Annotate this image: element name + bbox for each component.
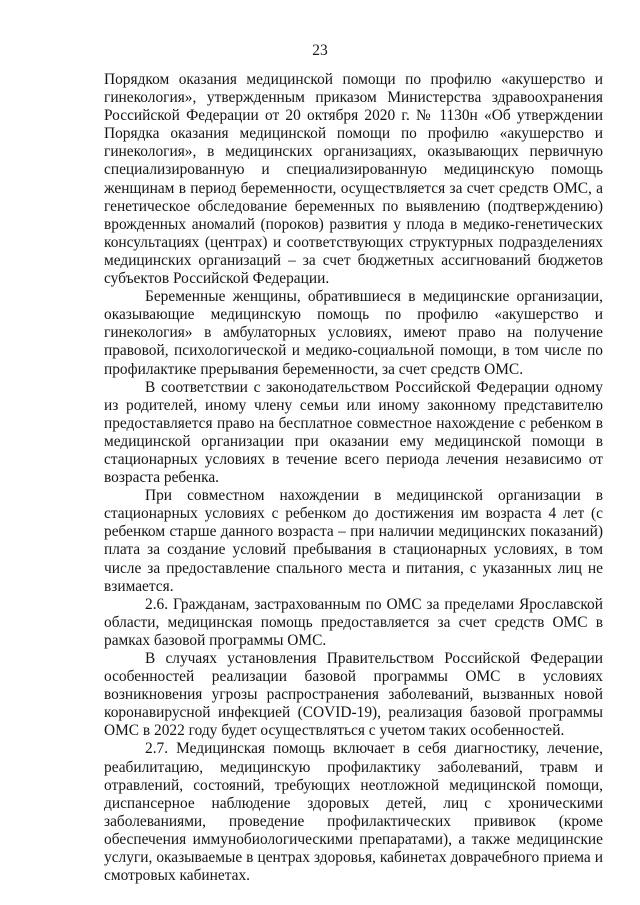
paragraph-4: При совместном нахождении в медицинской организации в стационарных условиях с ребенком до достижения им возраста 4 лет (с ребенком старше данного возраста – при наличии медицинских показаний) плата за создание условий пребывания в стационарных условиях, в том числе за предоставление спального места и питания, с указанных лиц не взимается. [104, 487, 603, 595]
paragraph-5: 2.6. Гражданам, застрахованным по ОМС за пределами Ярославской области, медицинская помощь предоставляется за счет средств ОМС в рамках базовой программы ОМС. [104, 595, 603, 649]
paragraph-3: В соответствии с законодательством Российской Федерации одному из родителей, иному члену семьи или иному законному представителю предоставляется право на бесплатное совместное нахождение с ребенком в медицинской организации при оказании ему медицинской помощи в стационарных условиях в течение всего периода лечения независимо от возраста ребенка. [104, 378, 603, 487]
paragraph-6: В случаях установления Правительством Российской Федерации особенностей реализации базовой программы ОМС в условиях возникновения угрозы распространения заболеваний, вызванных новой коронавирусной инфекцией (COVID-19), реализация базовой программы ОМС в 2022 году будет осуществляться с учетом таких особенностей. [104, 650, 603, 740]
paragraph-1: Порядком оказания медицинской помощи по профилю «акушерство и гинекология», утвержденным приказом Министерства здравоохранения Российской Федерации от 20 октября 2020 г. № 1130н «Об утверждении Порядка оказания медицинской помощи по профилю «акушерство и гинекология», в медицинских организациях, оказывающих первичную специализированную и специализированную медицинскую помощь женщинам в период беременности, осуществляется за счет средств ОМС, а генетическое обследование беременных по выявлению (подтверждению) врожденных аномалий (пороков) развития у плода в медико-генетических консультациях (центрах) и соответствующих структурных подразделениях медицинских организаций – за счет бюджетных ассигнований бюджетов субъектов Российской Федерации. [104, 71, 603, 288]
document-body [104, 71, 603, 885]
paragraph-2: Беременные женщины, обратившиеся в медицинские организации, оказывающие медицинскую помощь по профилю «акушерство и гинекология» в амбулаторных условиях, имеют право на получение правовой, психологической и медико-социальной помощи, в том числе по профилактике прерывания беременности, за счет средств ОМС. [104, 288, 603, 378]
page-number: 23 [312, 42, 328, 59]
paragraph-7: 2.7. Медицинская помощь включает в себя диагностику, лечение, реабилитацию, медицинскую профилактику заболеваний, травм и отравлений, состояний, требующих неотложной медицинской помощи, диспансерное наблюдение здоровых детей, лиц с хроническими заболеваниями, проведение профилактических прививок (кроме обеспечения иммунобиологическими препаратами), а также медицинские услуги, оказываемые в центрах здоровья, кабинетах доврачебного приема и смотровых кабинетах. [104, 740, 603, 885]
